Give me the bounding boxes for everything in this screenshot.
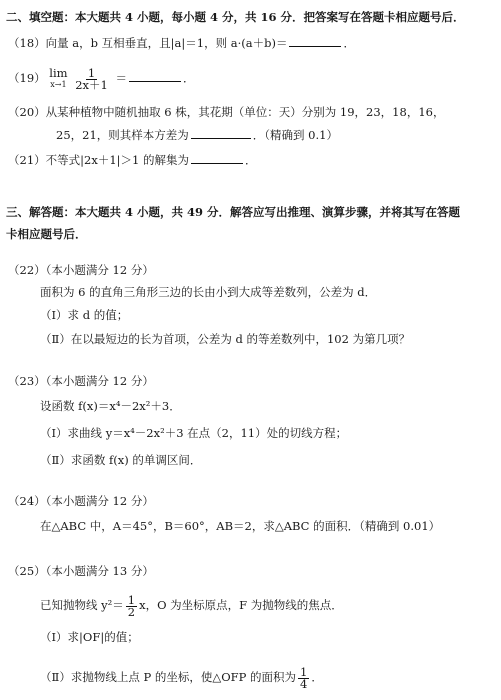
- q22-statement: 面积为 6 的直角三角形三边的长由小到大成等差数列，公差为 d．: [40, 285, 377, 299]
- q23-statement: 设函数 f(x)＝x⁴－2x²＋3．: [40, 399, 181, 413]
- q25-part2-a: （Ⅱ）求抛物线上点 P 的坐标，使△OFP 的面积为: [40, 670, 297, 684]
- q19-lim-sub: x→1: [50, 80, 67, 89]
- q20-line2-text: 25，21，则其样本方差为: [56, 128, 189, 142]
- section3-heading-line1: 三、解答题：本大题共 4 小题，共 49 分．解答应写出推理、演算步骤，并将其写在答题: [6, 205, 461, 219]
- q25-statement: [40, 592, 343, 618]
- q19-answer-blank: [129, 70, 181, 82]
- q18-answer-blank: [289, 35, 341, 47]
- q25-fraction-half: [126, 592, 137, 619]
- q19-limit: [49, 68, 67, 90]
- q19-equals: ＝: [115, 71, 127, 85]
- question-20: [8, 104, 444, 120]
- section2-heading: 二、填空题：本大题共 4 小题，每小题 4 分，共 16 分．把答案写在答题卡相应题号后．: [6, 10, 465, 24]
- q24-statement: 在△ABC 中，A＝45°，B＝60°，AB＝2，求△ABC 的面积．（精确到 0.01）: [40, 519, 441, 533]
- q19-number: （19）: [8, 71, 46, 85]
- q20-answer-blank: [191, 127, 251, 139]
- q25-frac2-den: 4: [300, 676, 308, 691]
- q21-text: 不等式|2x＋1|＞1 的解集为: [45, 153, 189, 167]
- q25-statement-b: x，O 为坐标原点，F 为抛物线的焦点．: [139, 598, 343, 612]
- q25-fraction-quarter: [298, 664, 309, 691]
- q25-part2: [40, 664, 323, 690]
- q25-part1: （Ⅰ）求|OF|的值；: [40, 630, 139, 644]
- question-21: [8, 152, 256, 168]
- q21-number: （21）: [8, 153, 46, 167]
- q18-text: 向量 a，b 互相垂直，且|a|＝1，则 a·(a＋b)＝: [45, 36, 288, 50]
- q19-fraction: [73, 65, 110, 92]
- q25-frac2-num: 1: [300, 664, 308, 679]
- q20-number: （20）: [8, 105, 46, 119]
- q23-header: （23）（本小题满分 12 分）: [8, 374, 154, 388]
- q23-part2: （Ⅱ）求函数 f(x) 的单调区间．: [40, 453, 202, 467]
- q25-header: （25）（本小题满分 13 分）: [8, 564, 154, 578]
- question-18: [8, 35, 355, 51]
- q25-statement-a: 已知抛物线 y²＝: [40, 598, 124, 612]
- question-20-line2: [56, 127, 338, 143]
- q19-end: ．: [183, 71, 195, 85]
- q24-header: （24）（本小题满分 12 分）: [8, 494, 154, 508]
- q21-end: ．: [244, 153, 257, 167]
- q20-line2-end: ．（精确到 0.1）: [252, 128, 338, 142]
- question-19: [8, 66, 195, 91]
- q22-part2: （Ⅱ）在以最短边的长为首项，公差为 d 的等差数列中，102 为第几项？: [40, 332, 411, 346]
- section3-heading-line2: 卡相应题号后．: [6, 227, 87, 241]
- q18-number: （18）: [8, 36, 46, 50]
- q20-line1: 从某种植物中随机抽取 6 株，其花期（单位：天）分别为 19，23，18，16，: [45, 105, 445, 119]
- q19-frac-den: 2x＋1: [75, 77, 108, 92]
- q18-end: ．: [343, 36, 355, 50]
- q25-frac1-den: 2: [127, 604, 136, 619]
- q22-header: （22）（本小题满分 12 分）: [8, 263, 154, 277]
- q21-answer-blank: [191, 152, 243, 164]
- q19-frac-num: 1: [87, 65, 96, 80]
- q23-part1: （Ⅰ）求曲线 y＝x⁴－2x²＋3 在点（2，11）处的切线方程；: [40, 426, 348, 440]
- q25-part2-b: ．: [311, 670, 323, 684]
- q25-frac1-num: 1: [127, 592, 136, 607]
- q22-part1: （Ⅰ）求 d 的值；: [40, 308, 129, 322]
- q19-lim-word: lim: [49, 66, 68, 80]
